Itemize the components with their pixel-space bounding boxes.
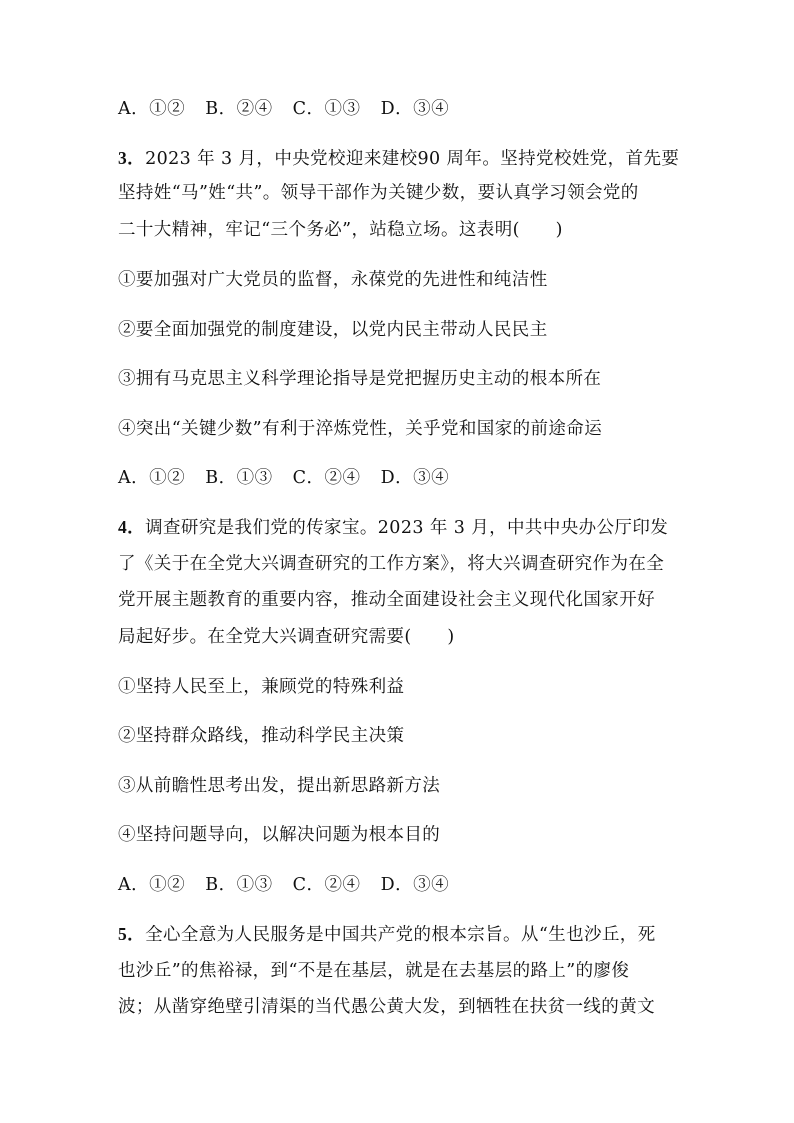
q3-item-2: ②要全面加强党的制度建设，以党内民主带动人民民主 (118, 320, 548, 340)
q3-option-b: B．①③ (205, 468, 273, 488)
q3-option-c: C．②④ (292, 468, 361, 488)
q3-options (118, 470, 680, 488)
q4-item-2: ②坚持群众路线，推动科学民主决策 (118, 726, 405, 746)
q3-option-d: D．③④ (380, 468, 450, 488)
q3-option-a: A．①② (118, 468, 186, 488)
q3-stem-line-1: 3．2023 年 3 月，中央党校迎来建校90 周年。坚持党校姓党，首先要 (118, 148, 680, 169)
q4-stem-line-2: 了《关于在全党大兴调查研究的工作方案》，将大兴调查研究作为在全 (118, 554, 665, 574)
q5-stem-line-1: 5．全心全意为人民服务是中国共产党的根本宗旨。从“生也沙丘，死 (118, 924, 656, 945)
q4-option-d: D．③④ (380, 875, 450, 895)
q5-stem-line-3: 波；从凿穿绝壁引清渠的当代愚公黄大发，到牺牲在扶贫一线的黄文 (118, 997, 655, 1017)
q4-stem-line-1: 4．调查研究是我们党的传家宝。2023 年 3 月，中共中央办公厅印发 (118, 517, 669, 538)
q3-item-1: ①要加强对广大党员的监督，永葆党的先进性和纯洁性 (118, 270, 548, 290)
q4-item-1: ①坚持人民至上，兼顾党的特殊利益 (118, 677, 405, 697)
q4-item-4: ④坚持问题导向，以解决问题为根本目的 (118, 825, 441, 845)
q2-option-a: A．①② (118, 99, 186, 119)
q4-item-3: ③从前瞻性思考出发，提出新思路新方法 (118, 776, 441, 796)
q4-option-c: C．②④ (292, 875, 361, 895)
q4-option-a: A．①② (118, 875, 186, 895)
q3-item-3: ③拥有马克思主义科学理论指导是党把握历史主动的根本所在 (118, 369, 602, 389)
q4-options (118, 877, 680, 895)
q4-stem-line-3: 党开展主题教育的重要内容，推动全面建设社会主义现代化国家开好 (118, 590, 655, 610)
q3-number: 3． (118, 148, 146, 168)
q3-stem-line-3: 二十大精神，牢记“三个务必”，站稳立场。这表明( ) (118, 220, 563, 240)
q4-number: 4． (118, 517, 146, 537)
q2-option-b: B．②④ (205, 99, 273, 119)
q3-item-4: ④突出“关键少数”有利于淬炼党性，关乎党和国家的前途命运 (118, 419, 603, 439)
q3-stem-line-2: 坚持姓“马”姓“共”。领导干部作为关键少数，要认真学习领会党的 (118, 183, 639, 203)
q4-option-b: B．①③ (205, 875, 273, 895)
q2-option-c: C．①③ (292, 99, 361, 119)
q2-option-d: D．③④ (380, 99, 450, 119)
q4-stem-line-4: 局起好步。在全党大兴调查研究需要( ) (118, 627, 455, 647)
q2-options (118, 101, 680, 119)
q5-number: 5． (118, 924, 146, 944)
q5-stem-line-2: 也沙丘”的焦裕禄，到“不是在基层，就是在去基层的路上”的廖俊 (118, 961, 630, 981)
